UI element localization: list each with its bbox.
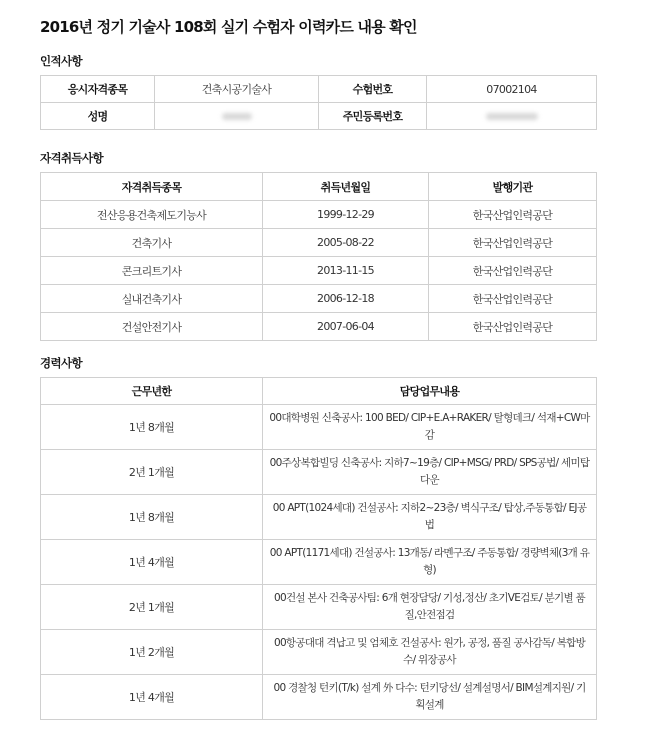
service-period: 1년 4개월 [41,675,263,720]
header-qualification: 자격취득종목 [41,173,263,201]
table-row [41,585,597,630]
table-row [41,229,597,257]
table-row [41,540,597,585]
qualification-issuer: 한국산업인력공단 [429,229,597,257]
value-exam-number: 07002104 [427,76,597,103]
section-title-career: 경력사항 [40,356,83,370]
label-resident-number: 주민등록번호 [319,103,427,130]
table-row [41,257,597,285]
personal-info-table [40,75,597,130]
service-period: 1년 8개월 [41,495,263,540]
value-name-redacted [155,103,319,130]
duty-description: 00 경찰청 턴키(T/k) 설계 外 다수: 턴키당선/ 설계설명서/ BIM설계지원/ 기획설계 [263,675,597,720]
qualification-issuer: 한국산업인력공단 [429,201,597,229]
qualification-date: 2013-11-15 [263,257,429,285]
header-service-period: 근무년한 [41,378,263,405]
service-period: 1년 8개월 [41,405,263,450]
duty-description: 00대학병원 신축공사: 100 BED/ CIP+E.A+RAKER/ 탈형데크/ 석재+CW마감 [263,405,597,450]
duty-description: 00건설 본사 건축공사팀: 6개 현장담당/ 기성,정산/ 초기VE검토/ 분기별 품질,안전점검 [263,585,597,630]
qualification-date: 2007-06-04 [263,313,429,341]
table-row [41,630,597,675]
qualification-issuer: 한국산업인력공단 [429,313,597,341]
value-exam-field: 건축시공기술사 [155,76,319,103]
table-row [41,495,597,540]
service-period: 2년 1개월 [41,585,263,630]
qualification-name: 건설안전기사 [41,313,263,341]
qualification-name: 전산응용건축제도기능사 [41,201,263,229]
duty-description: 00항공대대 격납고 및 엄체호 건설공사: 원가, 공정, 품질 공사감독/ 복합방수/ 위장공사 [263,630,597,675]
table-row [41,201,597,229]
label-name: 성명 [41,103,155,130]
table-row [41,285,597,313]
label-exam-field: 응시자격종목 [41,76,155,103]
value-resident-number-redacted [427,103,597,130]
table-row [41,405,597,450]
duty-description: 00 APT(1171세대) 건설공사: 13개동/ 라멘구조/ 주동통합/ 경량벽체(3개 유형) [263,540,597,585]
qualification-name: 콘크리트기사 [41,257,263,285]
table-row [41,450,597,495]
table-row [41,103,597,130]
header-issuer: 발행기관 [429,173,597,201]
table-header-row [41,378,597,405]
service-period: 1년 2개월 [41,630,263,675]
label-exam-number: 수험번호 [319,76,427,103]
section-title-personal: 인적사항 [40,54,83,68]
duty-description: 00 APT(1024세대) 건설공사: 지하2~23층/ 벽식구조/ 탑상,주동통합/ EJ공법 [263,495,597,540]
qualification-date: 1999-12-29 [263,201,429,229]
qualifications-table [40,172,597,341]
table-header-row [41,173,597,201]
qualification-issuer: 한국산업인력공단 [429,257,597,285]
redacted-blur [222,113,252,120]
page-title: 2016년 정기 기술사 108회 실기 수험자 이력카드 내용 확인 [40,18,417,36]
qualification-issuer: 한국산업인력공단 [429,285,597,313]
header-duties: 담당업무내용 [263,378,597,405]
service-period: 1년 4개월 [41,540,263,585]
table-row [41,76,597,103]
career-table [40,377,597,720]
section-title-qualifications: 자격취득사항 [40,151,104,165]
qualification-date: 2006-12-18 [263,285,429,313]
duty-description: 00주상복합빌딩 신축공사: 지하7~19층/ CIP+MSG/ PRD/ SPS공법/ 세미탑다운 [263,450,597,495]
service-period: 2년 1개월 [41,450,263,495]
qualification-name: 실내건축기사 [41,285,263,313]
qualification-name: 건축기사 [41,229,263,257]
table-row [41,313,597,341]
table-row [41,675,597,720]
header-acquired-date: 취득년월일 [263,173,429,201]
qualification-date: 2005-08-22 [263,229,429,257]
redacted-blur [486,113,538,120]
